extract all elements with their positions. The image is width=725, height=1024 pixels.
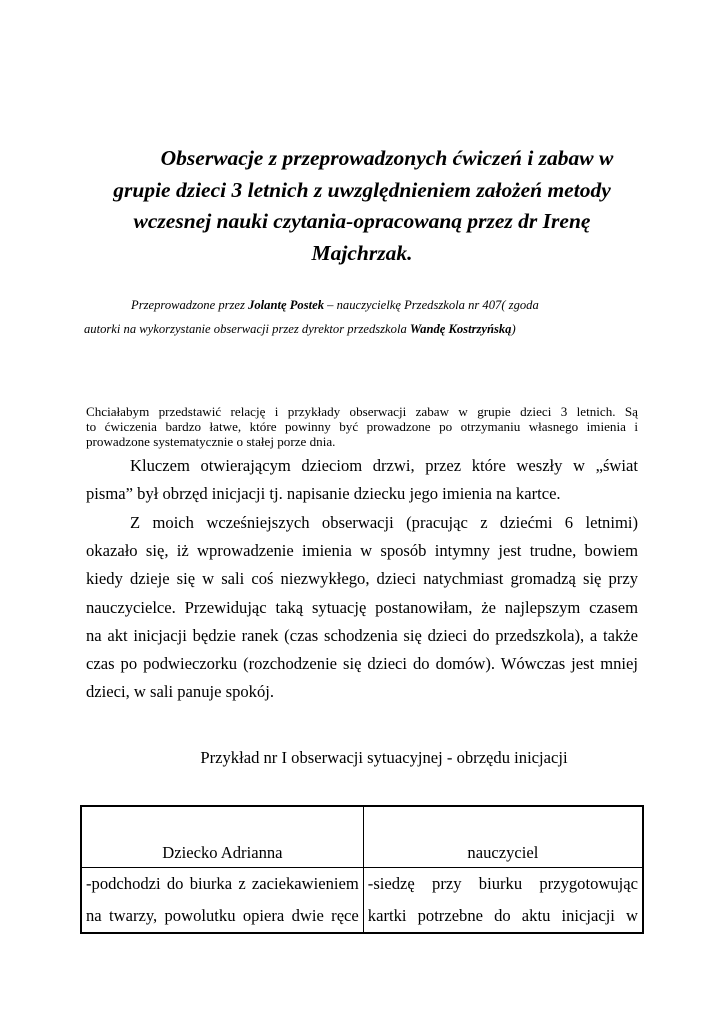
- intro-line: prowadzone systematycznie o stałej porze dnia.: [86, 434, 336, 449]
- paragraph-line: okazało się, iż wprowadzenie imienia w sposób intymny jest trudne, bowiem: [86, 541, 638, 561]
- byline-line2-prefix: autorki na wykorzystanie obserwacji przez dyrektor przedszkola: [84, 322, 410, 336]
- paragraph-2: [86, 509, 638, 706]
- paragraph-1: [86, 452, 638, 508]
- paragraph-line: kiedy dzieje się w sali coś niezwykłego, dzieci natychmiast gromadzą się przy: [86, 569, 638, 589]
- cell-line: -siedzę przy biurku przygotowując: [367, 874, 638, 893]
- cell-line: -podchodzi do biurka z zaciekawieniem: [86, 874, 359, 893]
- intro-line: to ćwiczenia bardzo łatwe, które powinny być prowadzone po otrzymaniu własnego imienia i: [86, 419, 638, 434]
- paragraph-line: dzieci, w sali panuje spokój.: [86, 682, 275, 702]
- author-byline: [84, 293, 644, 341]
- paragraph-line: czas po podwieczorku (rozchodzenie się dzieci do domów). Wówczas jest mniej: [86, 654, 638, 674]
- child-cell: [81, 868, 363, 934]
- byline-suffix: ): [511, 322, 516, 336]
- director-name: Wandę Kostrzyńską: [409, 322, 512, 336]
- byline-prefix: Przeprowadzone przez: [131, 298, 249, 312]
- example-heading: Przykład nr I obserwacji sytuacyjnej - obrzędu inicjacji: [200, 748, 568, 767]
- byline-middle: – nauczycielkę Przedszkola nr 407( zgoda: [324, 298, 539, 312]
- table-row: [81, 868, 643, 934]
- cell-line: na twarzy, powolutku opiera dwie ręce: [86, 906, 359, 925]
- cell-line: kartki potrzebne do aktu inicjacji w: [367, 906, 638, 925]
- intro-paragraph: [86, 404, 638, 449]
- intro-line: Chciałabym przedstawić relację i przykłady obserwacji zabaw w grupie dzieci 3 letnich. Są: [86, 404, 638, 419]
- paragraph-line: na akt inicjacji będzie ranek (czas schodzenia się dzieci do przedszkola), a także: [86, 625, 638, 645]
- author-name: Jolantę Postek: [248, 298, 324, 312]
- paragraph-line: Z moich wcześniejszych obserwacji (pracując z dziećmi 6 letnimi): [130, 513, 638, 532]
- paragraph-line: nauczycielce. Przewidując taką sytuację postanowiłam, że najlepszym czasem: [86, 597, 638, 617]
- document-title: [88, 143, 636, 270]
- title-line: Obserwacje z przeprowadzonych ćwiczeń i zabaw w: [160, 146, 614, 170]
- table-header-row: [81, 806, 643, 868]
- header-child: Dziecko Adrianna: [81, 806, 363, 868]
- title-line: Majchrzak.: [311, 241, 413, 266]
- byline-line: [84, 293, 644, 317]
- byline-line: [84, 317, 644, 341]
- title-line: grupie dzieci 3 letnich z uwzględnieniem założeń metody: [113, 177, 611, 202]
- paragraph-line: Kluczem otwierającym dzieciom drzwi, przez które weszły w „świat: [130, 456, 638, 475]
- header-teacher: nauczyciel: [363, 806, 643, 868]
- observation-table: [80, 805, 644, 934]
- teacher-cell: [363, 868, 643, 934]
- paragraph-line: pisma” był obrzęd inicjacji tj. napisanie dziecku jego imienia na kartce.: [86, 484, 561, 504]
- title-line: wczesnej nauki czytania-opracowaną przez dr Irenę: [133, 209, 591, 234]
